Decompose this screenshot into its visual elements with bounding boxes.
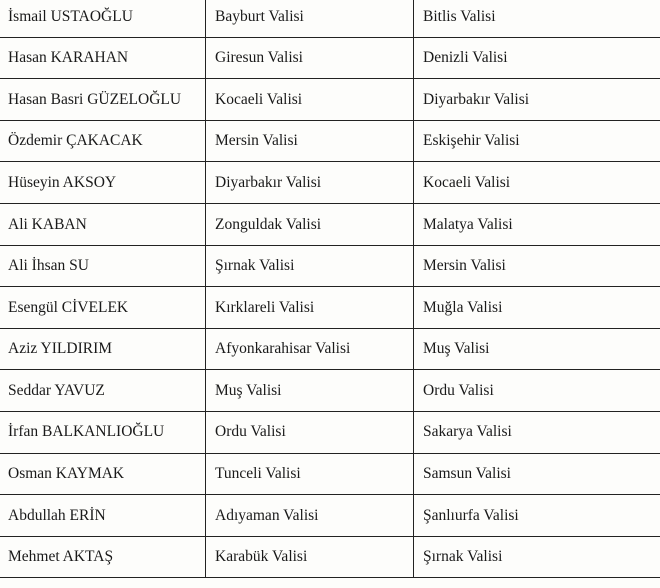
name-cell: Mehmet AKTAŞ [0,536,206,578]
new-post-cell: Şanlıurfa Valisi [414,495,660,537]
table-row [0,120,660,162]
table-row [0,37,660,79]
name-cell: Hasan Basri GÜZELOĞLU [0,79,206,121]
table-row [0,287,660,329]
name-cell: Ali KABAN [0,203,206,245]
current-post-cell: Tunceli Valisi [206,453,414,495]
current-post-cell: Ordu Valisi [206,411,414,453]
name-cell: Ali İhsan SU [0,245,206,287]
current-post-cell: Kocaeli Valisi [206,79,414,121]
current-post-cell: Afyonkarahisar Valisi [206,328,414,370]
current-post-cell: Diyarbakır Valisi [206,162,414,204]
table-row [0,495,660,537]
current-post-cell: Zonguldak Valisi [206,203,414,245]
table-row [0,162,660,204]
name-cell: Özdemir ÇAKACAK [0,120,206,162]
name-cell: Osman KAYMAK [0,453,206,495]
name-cell: Seddar YAVUZ [0,370,206,412]
table-row [0,245,660,287]
name-cell: İsmail USTAOĞLU [0,0,206,37]
name-cell: Hasan KARAHAN [0,37,206,79]
new-post-cell: Muş Valisi [414,328,660,370]
current-post-cell: Karabük Valisi [206,536,414,578]
name-cell: Esengül CİVELEK [0,287,206,329]
new-post-cell: Şırnak Valisi [414,536,660,578]
new-post-cell: Sakarya Valisi [414,411,660,453]
new-post-cell: Samsun Valisi [414,453,660,495]
new-post-cell: Denizli Valisi [414,37,660,79]
name-cell: Abdullah ERİN [0,495,206,537]
name-cell: Hüseyin AKSOY [0,162,206,204]
new-post-cell: Muğla Valisi [414,287,660,329]
new-post-cell: Bitlis Valisi [414,0,660,37]
table-row [0,370,660,412]
name-cell: Aziz YILDIRIM [0,328,206,370]
table-row [0,203,660,245]
name-cell: İrfan BALKANLIOĞLU [0,411,206,453]
table-row [0,79,660,121]
new-post-cell: Diyarbakır Valisi [414,79,660,121]
current-post-cell: Giresun Valisi [206,37,414,79]
table-row [0,0,660,37]
table-row [0,453,660,495]
current-post-cell: Şırnak Valisi [206,245,414,287]
new-post-cell: Kocaeli Valisi [414,162,660,204]
table-row [0,328,660,370]
new-post-cell: Ordu Valisi [414,370,660,412]
new-post-cell: Mersin Valisi [414,245,660,287]
current-post-cell: Muş Valisi [206,370,414,412]
table-row [0,536,660,578]
new-post-cell: Malatya Valisi [414,203,660,245]
current-post-cell: Kırklareli Valisi [206,287,414,329]
current-post-cell: Bayburt Valisi [206,0,414,37]
table-row [0,411,660,453]
new-post-cell: Eskişehir Valisi [414,120,660,162]
current-post-cell: Mersin Valisi [206,120,414,162]
current-post-cell: Adıyaman Valisi [206,495,414,537]
